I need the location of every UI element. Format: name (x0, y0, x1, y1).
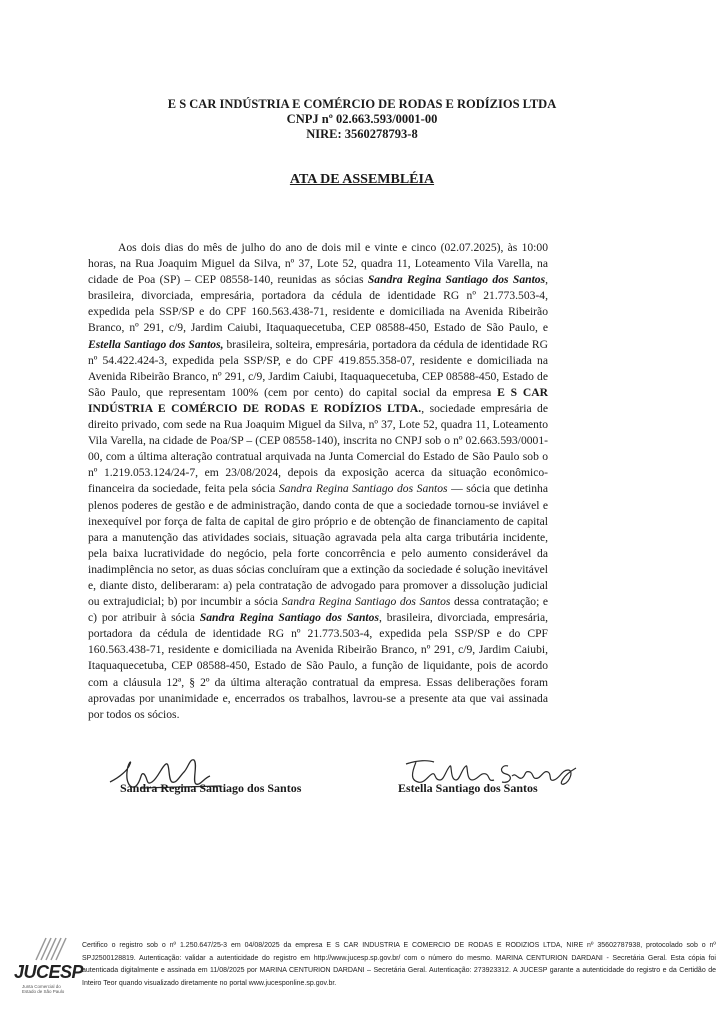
registration-certificate: Certifico o registro sob o nº 1.250.647/25-3 em 04/08/2025 da empresa E S CAR INDUSTRIA E COMERCIO DE RODAS E RODIZIOS LTDA, NIRE nº 35602787938, protocolado sob o nº SPJ2500128819. Autenticação: validar a autenticidade do registro em http://www.jucesp.sp.gov.br/ com o número do mesmo. MARINA CENTURION DARDANI - Secretária Geral. Esta cópia foi autenticada digitalmente e assinada em 11/08/2025 por MARINA CENTURION DARDANI – Secretária Geral. Autenticação: 273923312. A JUCESP garante a autenticidade do registro e da Certidão de Inteiro Teor quando visualizado diretamente no portal www.jucesponline.sp.gov.br. (82, 942, 716, 987)
company-name-inline: E S CAR INDÚSTRIA E COMÉRCIO DE RODAS E RODÍZIOS LTDA. (88, 385, 548, 415)
body-text-3: brasileira, solteira, empresária, portadora da cédula de identidade RG nº 54.422.424-3, expedida pela SSP/SP, e do CPF 419.855.358-07, residente e domiciliada na Avenida Ribeirão Branco, nº 291, c/9, Jardim Caiubi, Itaquaquecetuba, CEP 08588-450, Estado de São Paulo, que representam 100% (cem por cento) do capital social da empresa (88, 337, 548, 399)
jucesp-subtitle-line1: Junta Comercial do (22, 984, 61, 989)
partner-name: Sandra Regina Santiago dos Santos (199, 611, 379, 625)
jucesp-logo (10, 934, 84, 1000)
jucesp-subtitle-line2: Estado de São Paulo (22, 989, 65, 994)
company-name: E S CAR INDÚSTRIA E COMÉRCIO DE RODAS E RODÍZIOS LTDA (167, 97, 557, 111)
body-text-7: , brasileira, divorciada, empresária, portadora da cédula de identidade RG nº 21.773.503-4, expedida pela SSP/SP e do CPF 160.563.438-71, residente e domiciliada na Avenida Ribeirão Branco, nº 291, c/9, Jardim Caiubi, Itaquaquecetuba, CEP 08588-450, Estado de São Paulo, a função de liquidante, pois de acordo com a cláusula 12ª, § 2º da última alteração contratual da empresa. Essas deliberações foram aprovadas por unanimidade e, encerrados os trabalhos, lavrou-se a presente ata que vai assinada por todos os sócios. (88, 611, 549, 721)
partner-name: Sandra Regina Santiago dos Santos (278, 482, 448, 496)
partner-name: Sandra Regina Santiago dos Santos (367, 273, 546, 287)
body-text-4: , sociedade empresária de direito privado, com sede na Rua Joaquim Miguel da Silva, nº 37, Lote 52, quadra 11, Loteamento Vila Varella, na cidade de Poa/SP – (CEP 08558-140), inscrita no CNPJ sob o nº 02.663.593/0001-00, com a última alteração contratual arquivada na Junta Comercial do Estado de São Paulo sob o nº 1.219.053.124/24-7, em 23/08/2024, depois da exposição acerca da situação econômico-financeira da sociedade, feita pela sócia (88, 401, 548, 496)
jucesp-subtitle (22, 984, 64, 994)
body-text-1: Aos dois dias do mês de julho do ano de dois mil e vinte e cinco (02.07.2025), às 10:00 horas, na Rua Joaquim Miguel da Silva, nº 37, Lote 52, quadra 11, Loteamento Vila Varella, na cidade de Poa (SP) – CEP 08558-140, reunidas as sócias (88, 241, 548, 287)
partner-name: Sandra Regina Santiago dos Santos (281, 595, 451, 609)
signature-name-estella: Estella Santiago dos Santos (398, 781, 538, 795)
minutes-body (88, 240, 548, 723)
nire: NIRE: 3560278793-8 (306, 127, 418, 141)
cnpj: CNPJ nº 02.663.593/0001-00 (286, 112, 438, 126)
jucesp-swoosh-icon (32, 934, 72, 962)
body-text-2: , brasileira, divorciada, empresária, portadora da cédula de identidade RG nº 21.773.503-4, expedida pela SSP/SP e do CPF 160.563.438-71, residente e domiciliada na Avenida Ribeirão Branco, nº 291, c/9, Jardim Caiubi, Itaquaquecetuba, CEP 08588-450, Estado de São Paulo, e (88, 273, 549, 335)
document-title: ATA DE ASSEMBLÉIA (289, 172, 435, 187)
jucesp-wordmark: JUCESP (14, 962, 84, 982)
body-text-5: — sócia que detinha plenos poderes de gestão e de administração, dando conta de que a sociedade tornou-se inviável e inexequível por força de falta de capital de giro próprio e de obtenção de financiamento de capital para a manutenção das atividades sociais, situação agravada pela alta carga tributária incidente, pela baixa lucratividade do negócio, pela forte concorrência e pelo aumento considerável da inadimplência no setor, as duas sócias concluíram que a extinção da sociedade é solução inevitável e, diante disto, deliberaram: a) pela contratação de advogado para promover a dissolução judicial ou extrajudicial; b) por incumbir a sócia (88, 482, 549, 609)
document-header (0, 97, 724, 142)
signature-name-sandra: Sandra Regina Santiago dos Santos (120, 781, 302, 795)
partner-name: Estella Santiago dos Santos, (88, 337, 224, 351)
body-text-6: dessa contratação; e c) por atribuir à sócia (88, 595, 548, 625)
